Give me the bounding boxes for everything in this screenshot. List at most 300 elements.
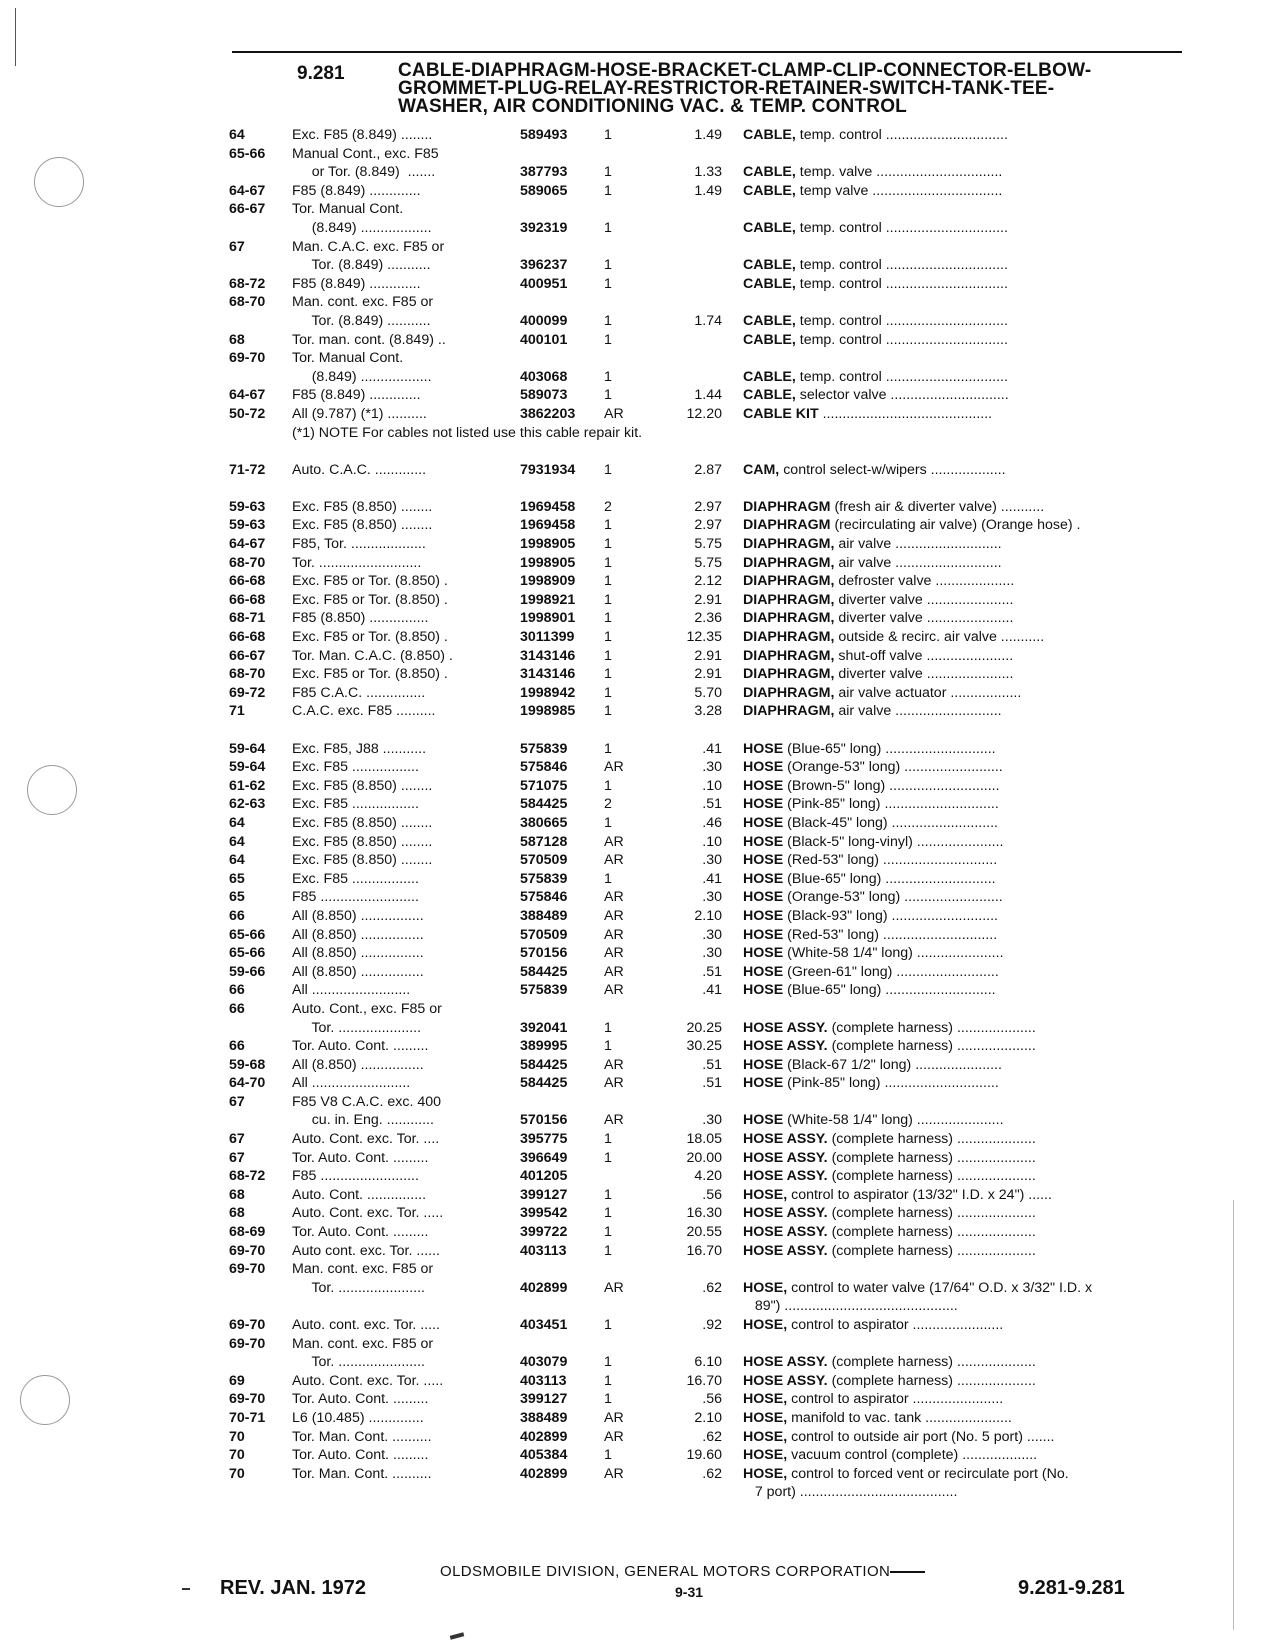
part-number-cell: 396237	[520, 257, 568, 274]
description-cell	[743, 1465, 1069, 1484]
part-number-cell: 570156	[520, 1112, 568, 1129]
part-detail: (complete harness) ....................	[827, 1149, 1036, 1166]
price-cell: 1.74	[694, 312, 722, 329]
year-cell: 68	[229, 331, 245, 348]
part-detail: control to outside air port (No. 5 port) .......	[787, 1428, 1055, 1445]
part-number-cell: 570156	[520, 945, 568, 962]
part-number-cell: 402899	[520, 1465, 568, 1482]
description-cell	[743, 1372, 1036, 1391]
price-cell: .10	[702, 777, 722, 794]
year-cell: 59-68	[229, 1056, 266, 1073]
price-cell: 20.25	[686, 1019, 722, 1036]
year-cell: 65	[229, 870, 245, 887]
table-row	[0, 1428, 1272, 1447]
quantity-cell: 1	[604, 554, 612, 571]
part-detail: air valve ...........................	[834, 554, 1002, 571]
part-name: DIAPHRAGM,	[743, 536, 835, 553]
year-cell: 59-66	[229, 963, 266, 980]
price-cell: 19.60	[686, 1447, 722, 1464]
application-cell: Tor. Auto. Cont. .........	[292, 1224, 429, 1241]
year-cell: 59-64	[229, 759, 266, 776]
table-row	[0, 535, 1272, 554]
part-number-cell: 1969458	[520, 498, 576, 515]
application-cell: All (8.850) ................	[292, 945, 424, 962]
application-cell: Exc. F85 (8.850) ........	[292, 498, 433, 515]
part-detail: (complete harness) ....................	[827, 1019, 1036, 1036]
part-number-cell: 1998905	[520, 536, 576, 553]
application-cell: Exc. F85 or Tor. (8.850) .	[292, 573, 448, 590]
application-cell: Exc. F85 (8.850) ........	[292, 777, 433, 794]
application-cell: Tor. Auto. Cont. .........	[292, 1391, 429, 1408]
part-detail: manifold to vac. tank ......................	[787, 1409, 1012, 1426]
quantity-cell: 1	[604, 1149, 612, 1166]
price-cell: .56	[702, 1186, 722, 1203]
year-cell: 67	[229, 238, 245, 255]
part-number-cell: 395775	[520, 1131, 568, 1148]
application-cell: Exc. F85 or Tor. (8.850) .	[292, 629, 448, 646]
table-row	[0, 684, 1272, 703]
part-number-cell: 403113	[520, 1372, 567, 1389]
part-number-cell: 584425	[520, 1075, 568, 1092]
table-row	[0, 1149, 1272, 1168]
description-cell	[743, 516, 1080, 535]
table-row	[0, 795, 1272, 814]
description-cell	[743, 1167, 1036, 1186]
note-text: (*1) NOTE For cables not listed use this cable repair kit.	[292, 424, 643, 441]
year-cell: 70	[229, 1447, 245, 1464]
part-detail: control to aspirator .......................	[787, 1317, 1004, 1333]
table-row	[0, 702, 1272, 721]
table-row	[0, 1279, 1272, 1298]
year-cell: 64-67	[229, 182, 266, 199]
part-name: HOSE	[743, 796, 784, 813]
description-cell	[743, 888, 1003, 907]
price-cell: 2.97	[694, 498, 722, 515]
part-number-cell: 571075	[520, 777, 568, 794]
description-cell	[743, 665, 1013, 684]
table-row	[0, 758, 1272, 777]
part-detail: shut-off valve ......................	[834, 647, 1014, 664]
part-name: HOSE,	[743, 1186, 788, 1203]
table-row	[0, 628, 1272, 647]
year-cell: 65-66	[229, 926, 266, 943]
part-name: HOSE ASSY.	[743, 1168, 828, 1185]
part-name: CABLE,	[743, 387, 796, 404]
part-number-cell: 575839	[520, 870, 568, 887]
margin-dash	[182, 1588, 190, 1590]
part-name: HOSE ASSY.	[743, 1149, 828, 1166]
part-detail: (complete harness) ....................	[827, 1131, 1036, 1148]
application-cell: Auto. Cont. exc. Tor. ....	[292, 1131, 440, 1148]
table-row	[0, 1000, 1272, 1019]
application-cell: All (8.850) ................	[292, 907, 424, 924]
part-name: HOSE	[743, 759, 784, 776]
table-row	[0, 331, 1272, 350]
quantity-cell: 1	[604, 1317, 612, 1333]
table-row	[0, 312, 1272, 331]
year-cell: 61-62	[229, 777, 266, 794]
part-detail: diverter valve ......................	[834, 610, 1014, 627]
part-detail: vacuum control (complete) ...................	[787, 1447, 1038, 1464]
margin-line	[15, 8, 16, 66]
year-cell: 59-64	[229, 740, 266, 757]
table-row	[0, 777, 1272, 796]
description-cell	[743, 1297, 958, 1316]
application-cell: Exc. F85 (8.850) ........	[292, 517, 433, 534]
part-detail: (Pink-85" long) .............................	[783, 1075, 999, 1092]
part-number-cell: 403068	[520, 368, 568, 385]
quantity-cell: 1	[604, 703, 612, 720]
part-detail: temp. control ...............................	[795, 257, 1008, 274]
part-number-cell: 3011399	[520, 629, 575, 646]
description-cell	[743, 740, 996, 759]
part-number-cell: 403451	[520, 1317, 568, 1333]
description-cell	[743, 1111, 1004, 1130]
price-cell: 1.49	[694, 182, 722, 199]
part-name: CABLE,	[743, 331, 796, 348]
description-cell	[743, 944, 1004, 963]
description-cell	[743, 870, 996, 889]
description-cell	[743, 591, 1013, 610]
part-name: HOSE	[743, 889, 784, 906]
table-row	[0, 1297, 1272, 1316]
part-detail: air valve ...........................	[834, 703, 1002, 720]
part-detail: air valve actuator ..................	[834, 684, 1022, 701]
part-detail: defroster valve ....................	[834, 573, 1015, 590]
table-row	[0, 1111, 1272, 1130]
table-row	[0, 721, 1272, 740]
year-cell: 69-70	[229, 350, 266, 367]
description-cell	[743, 386, 1009, 405]
part-detail: temp. control ...............................	[795, 312, 1008, 329]
quantity-cell: AR	[604, 1465, 624, 1482]
part-name: DIAPHRAGM	[743, 498, 831, 515]
part-number-cell: 389995	[520, 1038, 568, 1055]
quantity-cell: 1	[604, 666, 612, 683]
price-cell: .30	[702, 889, 722, 906]
part-detail: (complete harness) ....................	[827, 1168, 1036, 1185]
table-row	[0, 1483, 1272, 1502]
part-name: HOSE ASSY.	[743, 1242, 828, 1259]
quantity-cell: 1	[604, 1205, 612, 1222]
table-row	[0, 1186, 1272, 1205]
application-cell: F85 .........................	[292, 1168, 419, 1185]
quantity-cell: 1	[604, 182, 612, 199]
application-cell: Man. C.A.C. exc. F85 or	[292, 238, 445, 255]
part-detail: control to aspirator (13/32" I.D. x 24") ......	[787, 1186, 1052, 1203]
footer-corporation	[440, 1563, 925, 1580]
description-cell	[743, 535, 1002, 554]
quantity-cell: 1	[604, 387, 612, 404]
part-number-cell: 570509	[520, 852, 568, 869]
part-detail: (complete harness) ....................	[827, 1205, 1036, 1222]
year-cell: 67	[229, 1131, 245, 1148]
part-detail: (Black-93" long) ...........................	[783, 907, 998, 924]
quantity-cell: 1	[604, 127, 612, 143]
quantity-cell: 1	[604, 629, 612, 646]
table-row	[0, 1446, 1272, 1465]
part-name: HOSE	[743, 1112, 784, 1129]
application-cell: Tor. (8.849) ...........	[292, 257, 431, 274]
table-row	[0, 498, 1272, 517]
quantity-cell: 2	[604, 796, 612, 813]
table-row	[0, 461, 1272, 480]
price-cell: .92	[702, 1317, 722, 1333]
table-row	[0, 926, 1272, 945]
part-name: CABLE,	[743, 312, 796, 329]
part-number-cell: 584425	[520, 963, 568, 980]
part-name: DIAPHRAGM,	[743, 573, 835, 590]
part-detail: (fresh air & diverter valve) ...........	[830, 498, 1045, 515]
table-row	[0, 1037, 1272, 1056]
table-row	[0, 1465, 1272, 1484]
quantity-cell: 1	[604, 1224, 612, 1241]
application-cell: F85 (8.849) .............	[292, 182, 421, 199]
part-number-cell: 388489	[520, 1409, 568, 1426]
part-number-cell: 589065	[520, 182, 568, 199]
description-cell	[743, 795, 999, 814]
application-cell: F85 .........................	[292, 889, 419, 906]
application-cell: (8.849) ..................	[292, 368, 432, 385]
part-number-cell: 589493	[520, 127, 568, 143]
description-cell	[743, 312, 1008, 331]
part-number-cell: 392041	[520, 1019, 568, 1036]
year-cell: 68	[229, 1205, 245, 1222]
application-cell: All (8.850) ................	[292, 963, 424, 980]
part-detail: air valve ...........................	[834, 536, 1002, 553]
description-cell	[743, 963, 999, 982]
table-row	[0, 814, 1272, 833]
part-detail: control to forced vent or recirculate port (No.	[787, 1465, 1069, 1482]
description-cell	[743, 777, 1000, 796]
quantity-cell: 1	[604, 1354, 612, 1371]
quantity-cell: AR	[604, 907, 624, 924]
part-name: CABLE,	[743, 164, 796, 181]
part-name: CABLE,	[743, 219, 796, 236]
year-cell: 66	[229, 1038, 245, 1055]
table-row	[0, 572, 1272, 591]
description-cell	[743, 1428, 1054, 1447]
part-name: CABLE,	[743, 127, 796, 143]
year-cell: 66	[229, 982, 245, 999]
quantity-cell: AR	[604, 1409, 624, 1426]
application-cell: Manual Cont., exc. F85	[292, 145, 439, 162]
table-row	[0, 1372, 1272, 1391]
table-row	[0, 479, 1272, 498]
title-line: CABLE-DIAPHRAGM-HOSE-BRACKET-CLAMP-CLIP-CONNECTOR-ELBOW-	[398, 60, 1092, 81]
revision-date: REV. JAN. 1972	[220, 1577, 367, 1599]
quantity-cell: 1	[604, 219, 612, 236]
part-number-cell: 399722	[520, 1224, 568, 1241]
application-cell: Auto. cont. exc. Tor. .....	[292, 1317, 440, 1333]
quantity-cell: 1	[604, 777, 612, 794]
year-cell: 59-63	[229, 517, 266, 534]
description-cell	[743, 1074, 999, 1093]
table-row	[0, 888, 1272, 907]
part-detail: (Blue-65" long) ............................	[783, 740, 996, 757]
title-line: WASHER, AIR CONDITIONING VAC. & TEMP. CONTROL	[398, 96, 907, 117]
corporation-name: OLDSMOBILE DIVISION, GENERAL MOTORS CORPORATION	[440, 1563, 891, 1580]
price-cell: 2.87	[694, 461, 722, 478]
part-name: DIAPHRAGM,	[743, 554, 835, 571]
application-cell: cu. in. Eng. ............	[292, 1112, 434, 1129]
part-name: CABLE,	[743, 368, 796, 385]
application-cell: F85 (8.849) .............	[292, 275, 421, 292]
part-number-cell: 1998921	[520, 591, 576, 608]
table-row	[0, 1409, 1272, 1428]
year-cell: 69-70	[229, 1391, 266, 1408]
quantity-cell: 1	[604, 684, 612, 701]
quantity-cell: AR	[604, 1279, 624, 1296]
table-row	[0, 1074, 1272, 1093]
description-cell	[743, 1409, 1012, 1428]
price-cell: 18.05	[686, 1131, 722, 1148]
quantity-cell: AR	[604, 759, 624, 776]
table-row	[0, 944, 1272, 963]
part-detail: (Blue-65" long) ............................	[783, 982, 996, 999]
part-detail: (Black-45" long) ...........................	[783, 814, 998, 831]
part-detail: temp. control ...............................	[795, 368, 1008, 385]
application-cell: Exc. F85 or Tor. (8.850) .	[292, 666, 448, 683]
part-number-cell: 399542	[520, 1205, 568, 1222]
description-cell	[743, 981, 996, 1000]
part-number-cell: 380665	[520, 814, 568, 831]
table-row	[0, 145, 1272, 164]
quantity-cell: AR	[604, 1075, 624, 1092]
part-number-cell: 388489	[520, 907, 568, 924]
part-number-cell: 401205	[520, 1168, 568, 1185]
price-cell: .62	[702, 1428, 722, 1445]
description-cell	[743, 1446, 1037, 1465]
part-detail: (complete harness) ....................	[827, 1354, 1036, 1371]
part-detail: control to aspirator .......................	[787, 1391, 1004, 1408]
year-cell: 71	[229, 703, 245, 720]
part-detail: (complete harness) ....................	[827, 1242, 1036, 1259]
application-cell: F85 C.A.C. ...............	[292, 684, 426, 701]
part-detail: (complete harness) ....................	[827, 1372, 1036, 1389]
part-detail: 7 port) ........................................	[743, 1484, 958, 1501]
quantity-cell: 1	[604, 536, 612, 553]
price-cell: .30	[702, 759, 722, 776]
part-name: HOSE	[743, 740, 784, 757]
part-detail: (Green-61" long) ..........................	[783, 963, 999, 980]
price-cell: .46	[702, 814, 722, 831]
part-detail: temp. valve ................................	[795, 164, 1003, 181]
application-cell: C.A.C. exc. F85 ..........	[292, 703, 436, 720]
year-cell: 64	[229, 833, 245, 850]
part-detail: diverter valve ......................	[834, 666, 1014, 683]
part-number-cell: 575846	[520, 889, 568, 906]
year-cell: 66-68	[229, 629, 266, 646]
part-name: HOSE,	[743, 1279, 788, 1296]
price-cell: 16.70	[686, 1242, 722, 1259]
part-number-cell: 392319	[520, 219, 568, 236]
description-cell	[743, 1242, 1036, 1261]
year-cell: 66-68	[229, 591, 266, 608]
scan-mark	[450, 1632, 465, 1639]
application-cell: (8.849) ..................	[292, 219, 432, 236]
application-cell: Exc. F85 (8.850) ........	[292, 814, 433, 831]
description-cell	[743, 609, 1013, 628]
price-cell: 2.97	[694, 517, 722, 534]
application-cell: Tor. Auto. Cont. .........	[292, 1038, 429, 1055]
price-cell: .30	[702, 926, 722, 943]
price-cell: .62	[702, 1465, 722, 1482]
description-cell	[743, 498, 1044, 517]
page-number: 9-31	[675, 1584, 704, 1600]
description-cell	[743, 182, 1002, 201]
table-row	[0, 1223, 1272, 1242]
table-row	[0, 907, 1272, 926]
quantity-cell: 1	[604, 331, 612, 348]
table-row	[0, 163, 1272, 182]
quantity-cell: 1	[604, 1019, 612, 1036]
table-row	[0, 554, 1272, 573]
application-cell: Exc. F85, J88 ...........	[292, 740, 427, 757]
application-cell: Tor. Man. C.A.C. (8.850) .	[292, 647, 453, 664]
table-row	[0, 405, 1272, 424]
part-name: HOSE	[743, 982, 784, 999]
application-cell: Auto cont. exc. Tor. ......	[292, 1242, 440, 1259]
year-cell: 70	[229, 1465, 245, 1482]
application-cell: Tor. ......................	[292, 1354, 425, 1371]
price-cell: .30	[702, 945, 722, 962]
description-cell	[743, 275, 1008, 294]
year-cell: 69	[229, 1372, 245, 1389]
part-number-cell: 3143146	[520, 666, 576, 683]
part-number-cell: 1998985	[520, 703, 576, 720]
application-cell: All (8.850) ................	[292, 1056, 424, 1073]
table-row	[0, 1260, 1272, 1279]
description-cell	[743, 256, 1008, 275]
part-name: CABLE,	[743, 182, 796, 199]
part-detail: (White-58 1/4" long) ......................	[783, 945, 1004, 962]
table-row	[0, 1056, 1272, 1075]
price-cell: 1.33	[694, 164, 722, 181]
quantity-cell: 1	[604, 1131, 612, 1148]
year-cell: 69-70	[229, 1261, 266, 1278]
part-name: HOSE	[743, 1056, 784, 1073]
part-name: HOSE ASSY.	[743, 1354, 828, 1371]
part-name: CABLE KIT	[743, 405, 819, 422]
table-row	[0, 1353, 1272, 1372]
part-name: HOSE,	[743, 1409, 788, 1426]
application-cell: Man. cont. exc. F85 or	[292, 1335, 434, 1352]
table-row	[0, 1335, 1272, 1354]
quantity-cell: 1	[604, 517, 612, 534]
description-cell	[743, 1149, 1036, 1168]
table-row	[0, 386, 1272, 405]
quantity-cell: 2	[604, 498, 612, 515]
price-cell: 6.10	[694, 1354, 722, 1371]
part-number-cell: 589073	[520, 387, 568, 404]
price-cell: 1.49	[694, 127, 722, 143]
table-row	[0, 665, 1272, 684]
year-cell: 70-71	[229, 1409, 266, 1426]
application-cell: Exc. F85 (8.850) ........	[292, 833, 433, 850]
year-cell: 64-70	[229, 1075, 266, 1092]
year-cell: 66	[229, 907, 245, 924]
year-cell: 66-67	[229, 647, 266, 664]
part-name: CAM,	[743, 461, 780, 478]
application-cell: Exc. F85 (8.849) ........	[292, 127, 433, 143]
table-row	[0, 126, 1272, 145]
part-detail: (White-58 1/4" long) ......................	[783, 1112, 1004, 1129]
section-range: 9.281-9.281	[1018, 1577, 1125, 1599]
part-number-cell: 387793	[520, 164, 568, 181]
application-cell: Tor. .....................	[292, 1019, 422, 1036]
year-cell: 64-67	[229, 536, 266, 553]
